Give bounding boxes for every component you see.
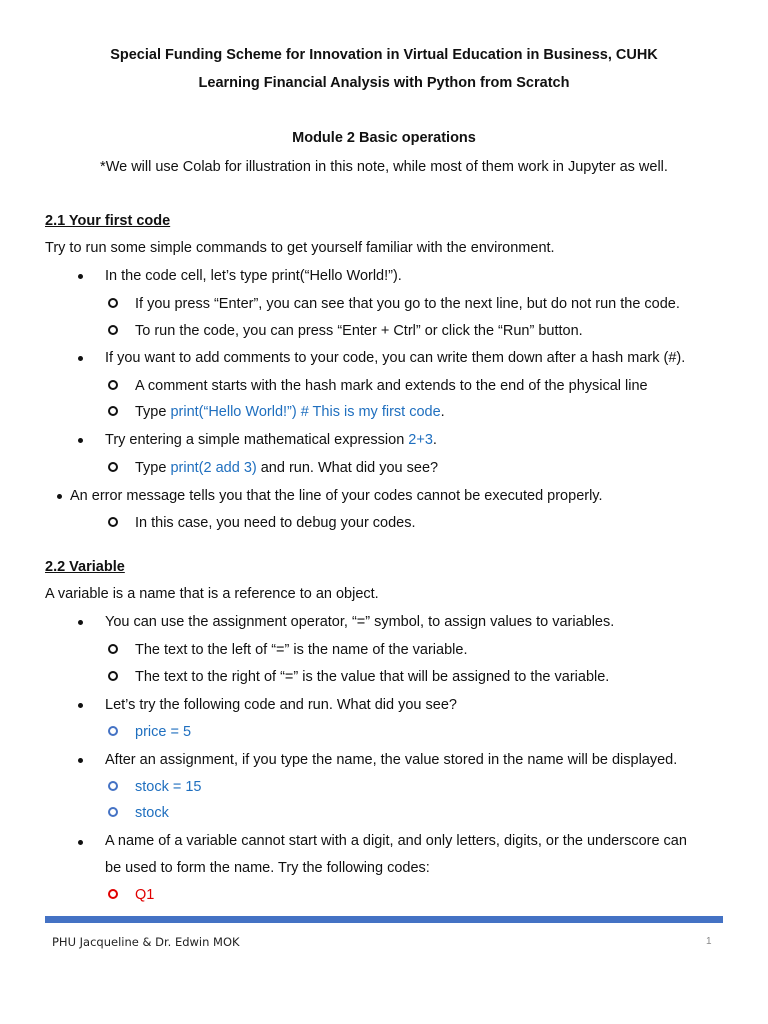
bullet-item: You can use the assignment operator, “=” symbol, to assign values to variables. xyxy=(105,614,615,630)
bullet-item: Let’s try the following code and run. What did you see? xyxy=(105,697,457,713)
module-title: Module 2 Basic operations xyxy=(292,130,476,146)
bullet-dot xyxy=(78,703,83,708)
footer-divider xyxy=(45,916,723,923)
sub-bullet-ring xyxy=(108,726,118,736)
text-segment: and run. What did you see? xyxy=(256,460,439,476)
sub-bullet-ring xyxy=(108,462,118,472)
section-heading-2-2: 2.2 Variable xyxy=(45,559,125,575)
bullet-item: In the code cell, let’s type print(“Hello World!”). xyxy=(105,268,402,284)
bullet-dot xyxy=(78,840,83,845)
section-intro: A variable is a name that is a reference to an object. xyxy=(45,586,379,602)
sub-bullet-ring xyxy=(108,781,118,791)
sub-bullet-ring xyxy=(108,517,118,527)
bullet-dot xyxy=(57,494,62,499)
sub-bullet-item: The text to the right of “=” is the value that will be assigned to the variable. xyxy=(135,669,610,685)
code-snippet: stock xyxy=(135,805,169,821)
sub-bullet-ring xyxy=(108,298,118,308)
bullet-dot xyxy=(78,438,83,443)
sub-bullet-ring xyxy=(108,671,118,681)
code-snippet: price = 5 xyxy=(135,724,192,740)
sub-bullet-item: To run the code, you can press “Enter + Ctrl” or click the “Run” button. xyxy=(135,323,583,339)
sub-bullet-ring xyxy=(108,406,118,416)
text-segment: . xyxy=(432,432,437,448)
header-line-2: Learning Financial Analysis with Python from Scratch xyxy=(198,75,570,91)
sub-bullet-ring xyxy=(108,325,118,335)
sub-bullet-ring xyxy=(108,644,118,654)
code-snippet: 2+3 xyxy=(408,432,433,448)
intro-note: *We will use Colab for illustration in this note, while most of them work in Jupyter as well. xyxy=(100,159,668,175)
code-snippet: print(“Hello World!”) # This is my first code xyxy=(170,404,441,420)
bullet-item: If you want to add comments to your code, you can write them down after a hash mark (#). xyxy=(105,350,686,366)
page-number: 1 xyxy=(706,936,712,947)
bullet-dot xyxy=(78,620,83,625)
text-segment: Type xyxy=(135,460,171,476)
text-segment: Type xyxy=(135,404,171,420)
sub-bullet-ring xyxy=(108,380,118,390)
bullet-line-1: A name of a variable cannot start with a digit, and only letters, digits, or the underscore can xyxy=(105,833,687,849)
bullet-item xyxy=(105,431,437,449)
sub-bullet-item xyxy=(135,403,445,421)
sub-bullet-item: A comment starts with the hash mark and extends to the end of the physical line xyxy=(135,378,648,394)
code-snippet: print(2 add 3) xyxy=(170,460,257,476)
header-line-1: Special Funding Scheme for Innovation in Virtual Education in Business, CUHK xyxy=(110,47,658,63)
bullet-item: An error message tells you that the line of your codes cannot be executed properly. xyxy=(70,488,603,504)
code-snippet: Q1 xyxy=(135,887,155,903)
bullet-line-2: be used to form the name. Try the following codes: xyxy=(105,860,430,876)
sub-bullet-ring xyxy=(108,889,118,899)
bullet-item: After an assignment, if you type the name, the value stored in the name will be displayed. xyxy=(105,752,678,768)
code-snippet: stock = 15 xyxy=(135,779,202,795)
sub-bullet-item xyxy=(135,459,438,477)
bullet-dot xyxy=(78,758,83,763)
footer-authors: PHU Jacqueline & Dr. Edwin MOK xyxy=(52,935,240,949)
bullet-dot xyxy=(78,356,83,361)
text-segment: Try entering a simple mathematical expression xyxy=(105,432,409,448)
section-intro: Try to run some simple commands to get yourself familiar with the environment. xyxy=(45,240,555,256)
bullet-item-multiline xyxy=(105,828,725,882)
bullet-dot xyxy=(78,274,83,279)
text-segment: . xyxy=(440,404,445,420)
sub-bullet-item: If you press “Enter”, you can see that you go to the next line, but do not run the code. xyxy=(135,296,680,312)
sub-bullet-item: The text to the left of “=” is the name of the variable. xyxy=(135,642,468,658)
sub-bullet-item: In this case, you need to debug your codes. xyxy=(135,515,416,531)
sub-bullet-ring xyxy=(108,807,118,817)
section-heading-2-1: 2.1 Your first code xyxy=(45,213,171,229)
